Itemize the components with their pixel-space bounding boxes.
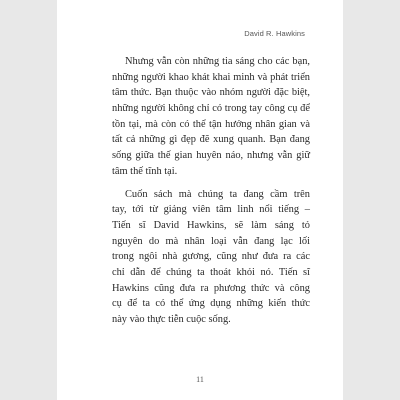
left-margin-background bbox=[0, 0, 57, 400]
text-line: Nhưng vẫn còn những tia sáng cho các bạn, bbox=[125, 56, 310, 67]
text-line: những người không chỉ có trong tay công cụ để bbox=[112, 103, 310, 115]
paragraph-1 bbox=[112, 54, 310, 180]
text-line: trong ngôi nhà gương, cũng như đưa ra các bbox=[112, 251, 310, 263]
text-line: tất cả những gì đẹp đẽ xung quanh. Bạn đang bbox=[112, 134, 310, 146]
text-line: tâm thế tĩnh tại. bbox=[112, 165, 178, 177]
paragraph-spacer bbox=[112, 180, 310, 187]
text-line: tay, tới từ giảng viên tâm linh nổi tiếng – bbox=[112, 204, 310, 216]
text-line: chỉ dẫn để chúng ta thoát khỏi nó. Tiến sĩ bbox=[112, 266, 310, 278]
book-page bbox=[57, 0, 343, 400]
text-line: nguyên do mà nhân loại vẫn đang lạc lối bbox=[112, 235, 310, 247]
text-line: Tiến sĩ David Hawkins, sẽ làm sáng tỏ bbox=[112, 219, 310, 231]
text-line: tồn tại, mà còn có thể tận hưởng nhân gian và bbox=[112, 118, 310, 130]
text-line: cụ để ta có thể ứng dụng những kiến thức bbox=[112, 298, 310, 310]
paragraph-2 bbox=[112, 187, 310, 328]
right-margin-background bbox=[343, 0, 400, 400]
text-line: sống giữa thế gian huyên náo, nhưng vẫn giữ bbox=[112, 150, 310, 162]
text-line: Hawkins cũng đưa ra phương thức và công bbox=[112, 282, 310, 294]
text-line: tâm thức. Bạn thuộc vào nhóm người đặc biệt, bbox=[112, 87, 310, 99]
running-head: David R. Hawkins bbox=[244, 29, 305, 38]
text-line: những người khao khát khai minh và phát triển bbox=[112, 71, 310, 83]
body-text bbox=[112, 54, 310, 328]
page-number: 11 bbox=[196, 375, 204, 384]
text-line: này vào thực tiễn cuộc sống. bbox=[112, 314, 231, 325]
text-line: Cuốn sách mà chúng ta đang cầm trên bbox=[125, 188, 310, 200]
